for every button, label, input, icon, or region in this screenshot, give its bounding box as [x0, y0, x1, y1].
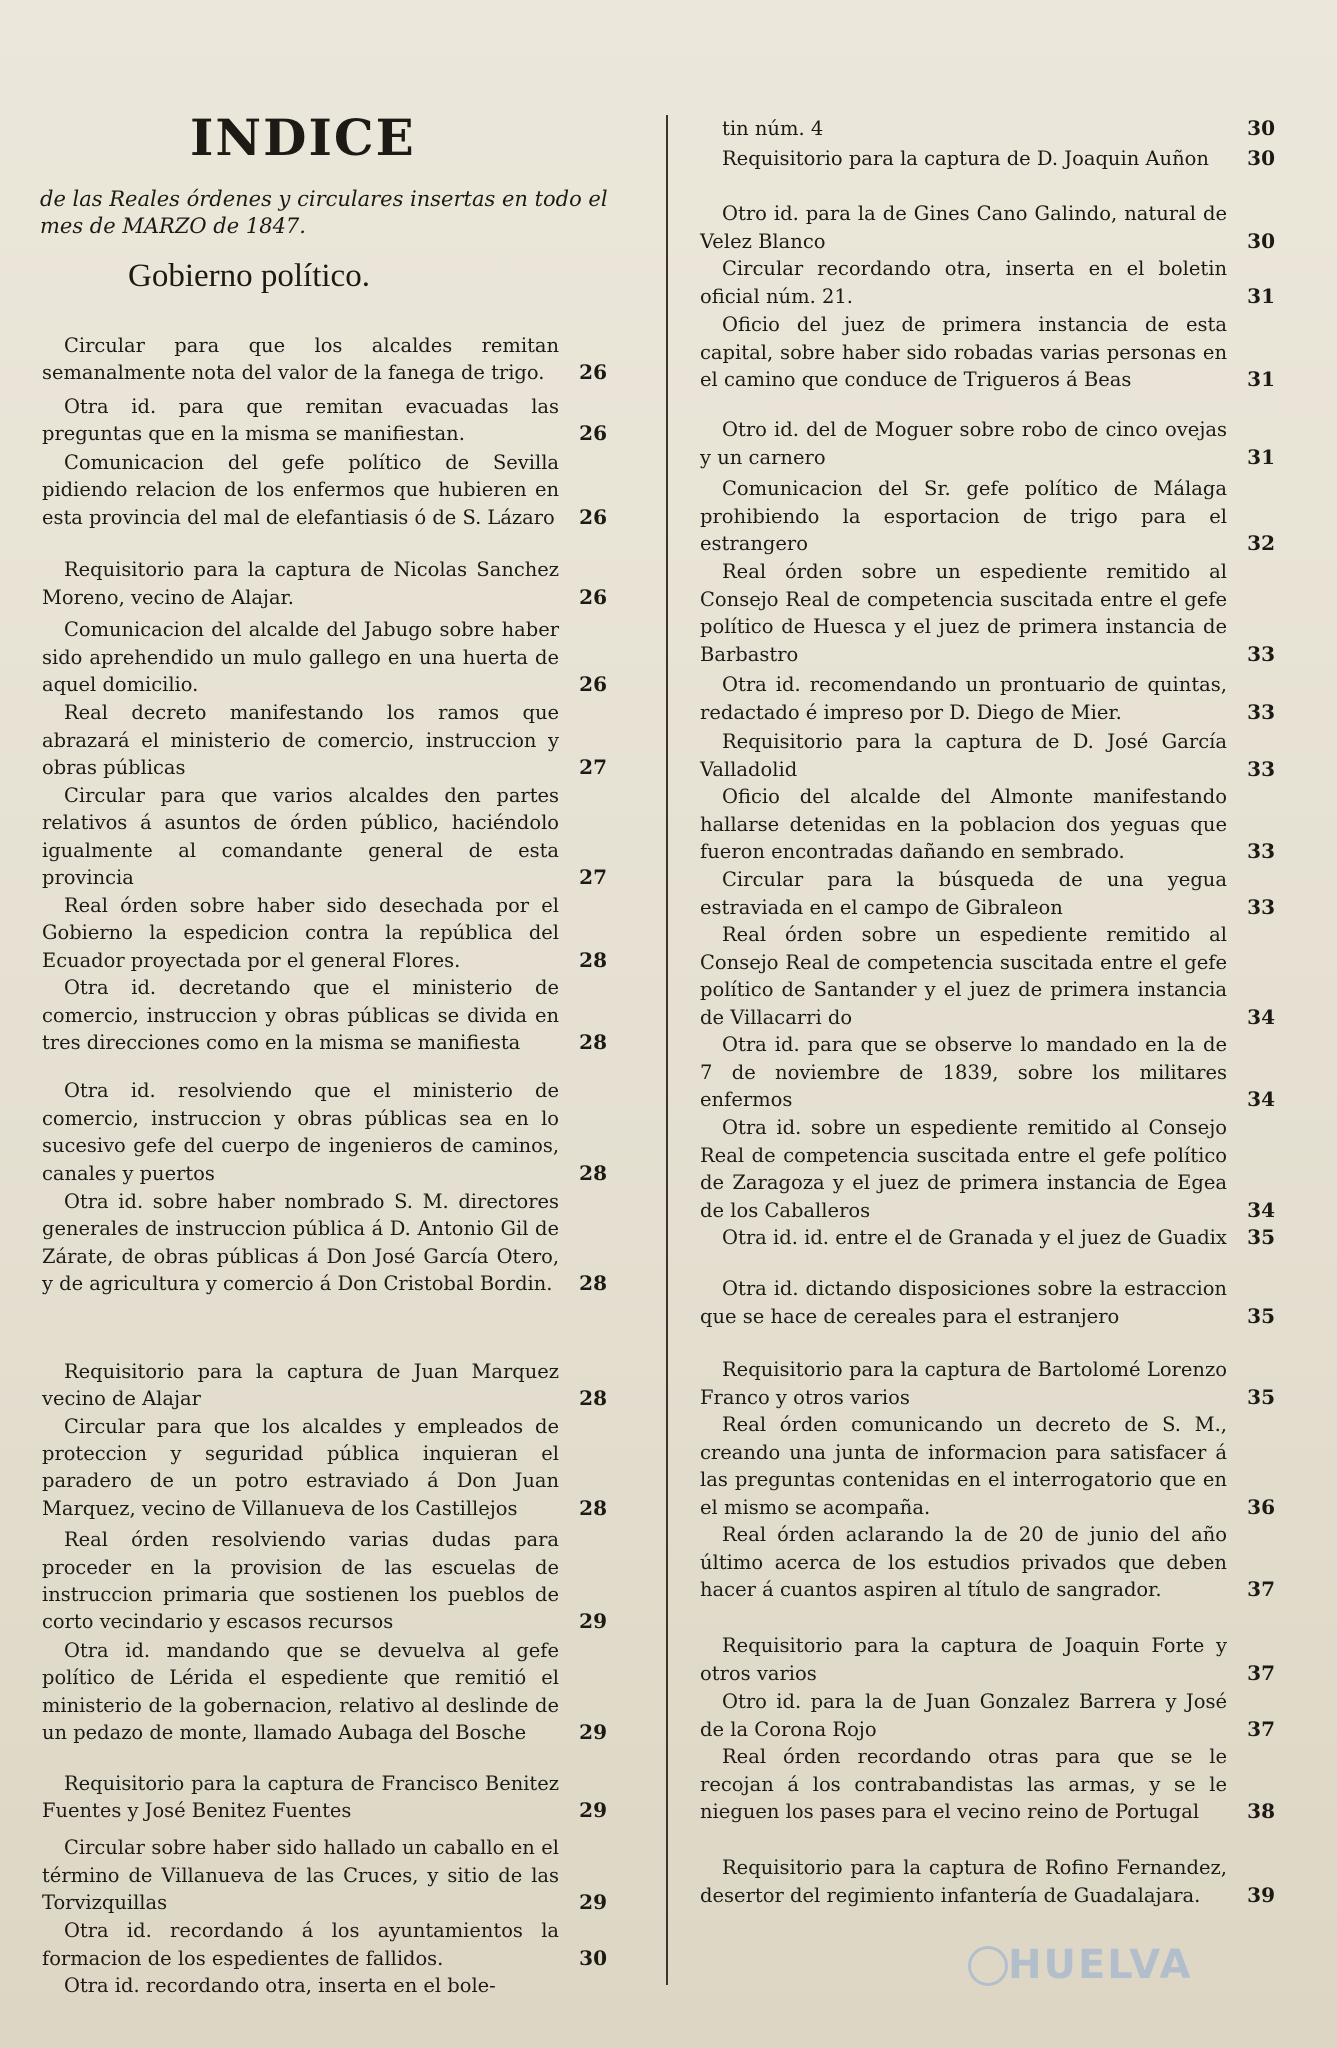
entry-text: Real órden sobre haber sido desechada por el Gobierno la espedicion contra la república del Ecuador proyectada por el general Flores.	[42, 893, 559, 972]
index-entry	[700, 255, 1275, 310]
entry-page-number: 32	[1247, 531, 1275, 555]
page-title: INDICE	[190, 108, 416, 167]
index-entry	[700, 921, 1275, 1031]
entry-page-number: 31	[1247, 283, 1275, 308]
entry-page-number: 37	[1247, 1577, 1275, 1601]
entry-page-number: 28	[579, 1385, 607, 1410]
entry-page-number: 34	[1247, 1197, 1275, 1222]
entry-text: Real órden comunicando un decreto de S. M., creando una junta de informacion para satisfacer á las preguntas contenidas en el interrogatorio que en el mismo se acompaña.	[700, 1413, 1227, 1519]
entry-text: Requisitorio para la captura de Joaquin Forte y otros varios	[700, 1634, 1227, 1685]
entry-page-number: 26	[579, 672, 607, 697]
entry-page-number: 30	[1247, 116, 1275, 140]
index-entry	[700, 1356, 1275, 1411]
entry-text: Otra id. recordando á los ayuntamientos la formacion de los espedientes de fallidos.	[42, 1919, 559, 1970]
entry-text: Circular para que varios alcaldes den partes relativos á asuntos de órden público, haciéndolo igualmente al comandante general de esta provincia	[42, 783, 559, 890]
index-entry	[42, 1834, 607, 1916]
section-heading: Gobierno político.	[128, 258, 370, 294]
index-entry	[700, 1224, 1275, 1252]
index-entry	[700, 475, 1275, 558]
index-entry	[700, 1031, 1275, 1114]
entry-page-number: 29	[579, 1890, 607, 1915]
entry-text: Requisitorio para la captura de D. José García Valladolid	[700, 730, 1227, 781]
index-entry	[700, 1114, 1275, 1224]
entry-text: Requisitorio para la captura de Rofino Fernandez, desertor del regimiento infantería de Guadalajara.	[700, 1856, 1227, 1907]
entry-text: Otra id. para que remitan evacuadas las preguntas que en la misma se manifiestan.	[42, 394, 559, 446]
index-entry	[42, 393, 607, 448]
index-entry	[700, 1411, 1275, 1521]
index-entry	[700, 1275, 1275, 1330]
entry-page-number: 39	[1247, 1882, 1275, 1907]
index-entry	[700, 1688, 1275, 1743]
entry-text: Requisitorio para la captura de Nicolas Sanchez Moreno, vecino de Alajar.	[42, 558, 559, 609]
entry-text: Otro id. para la de Gines Cano Galindo, natural de Velez Blanco	[700, 202, 1227, 253]
entry-page-number: 35	[1247, 1303, 1275, 1328]
index-entry	[42, 1770, 607, 1825]
entry-text: Circular para que los alcaldes remitan semanalmente nota del valor de la fanega de trigo.	[42, 334, 559, 385]
index-entry	[42, 1917, 607, 1972]
index-entry	[700, 728, 1275, 783]
library-stamp: HUELVA	[1008, 1942, 1193, 1988]
entry-text: Real órden sobre un espediente remitido al Consejo Real de competencia suscitada entre el gefe político de Santander y el juez de primera instancia de Villacarri do	[700, 923, 1227, 1029]
entry-page-number: 28	[579, 947, 607, 972]
entry-page-number: 31	[1247, 367, 1275, 391]
index-entry	[700, 1632, 1275, 1687]
index-entry	[42, 1972, 607, 1999]
entry-text: Real órden resolviendo varias dudas para proceder en la provision de las escuelas de instruccion primaria que sostienen los pueblos de corto vecindario y escasos recursos	[42, 1528, 559, 1634]
index-entry	[42, 1526, 607, 1636]
index-entry	[42, 1413, 607, 1523]
index-entry	[42, 449, 607, 531]
library-stamp-icon	[968, 1946, 1008, 1986]
entry-text: Circular recordando otra, inserta en el boletin oficial núm. 21.	[700, 257, 1227, 308]
entry-text: Real órden aclarando la de 20 de junio del año último acerca de los estudios privados que deben hacer á cuantos aspiren al título de sangrador.	[700, 1523, 1227, 1601]
entry-text: Otra id. dictando disposiciones sobre la estraccion que se hace de cereales para el estranjero	[700, 1277, 1227, 1328]
entry-text: tin núm. 4	[722, 117, 824, 140]
index-entry	[42, 1358, 607, 1413]
page-subtitle: de las Reales órdenes y circulares insertas en todo el mes de MARZO de 1847.	[40, 187, 608, 238]
index-entry	[700, 558, 1275, 668]
entry-text: Comunicacion del gefe político de Sevilla pidiendo relacion de los enfermos que hubieren en esta provincia del mal de elefantiasis ó de S. Lázaro	[42, 450, 559, 529]
entry-page-number: 36	[1247, 1494, 1275, 1519]
entry-page-number: 34	[1247, 1087, 1275, 1111]
entry-text: Requisitorio para la captura de Juan Marquez vecino de Alajar	[42, 1359, 559, 1410]
entry-text: Otra id. id. entre el de Granada y el juez de Guadix	[722, 1226, 1227, 1249]
entry-text: Oficio del juez de primera instancia de esta capital, sobre haber sido robadas varias personas en el camino que conduce de Trigueros á Beas	[700, 313, 1227, 391]
entry-page-number: 31	[1247, 444, 1275, 469]
entry-page-number: 30	[1247, 228, 1275, 253]
index-entry	[42, 1077, 607, 1187]
entry-page-number: 29	[579, 1609, 607, 1634]
index-entry	[700, 311, 1275, 394]
index-entry	[42, 1188, 607, 1298]
entry-text: Circular sobre haber sido hallado un caballo en el término de Villanueva de las Cruces, y sitio de las Torvizquillas	[42, 1836, 559, 1915]
column-divider	[666, 115, 668, 1985]
entry-text: Otra id. mandando que se devuelva al gefe político de Lérida el espediente que remitió el ministerio de la gobernacion, relativo al deslinde de un pedazo de monte, llamado Aubaga del Bosche	[42, 1638, 559, 1745]
entry-text: Otro id. del de Moguer sobre robo de cinco ovejas y un carnero	[700, 418, 1227, 469]
entry-page-number: 33	[1247, 839, 1275, 863]
index-entry	[42, 332, 607, 387]
entry-text: Circular para la búsqueda de una yegua estraviada en el campo de Gibraleon	[700, 868, 1227, 919]
entry-page-number: 37	[1247, 1716, 1275, 1741]
entry-page-number: 35	[1247, 1225, 1275, 1249]
index-entry	[42, 892, 607, 974]
entry-text: Requisitorio para la captura de Bartolomé Lorenzo Franco y otros varios	[700, 1358, 1227, 1409]
entry-page-number: 30	[579, 1945, 607, 1970]
index-entry	[42, 699, 607, 781]
entry-text: Requisitorio para la captura de D. Joaquin Auñon	[722, 147, 1209, 170]
index-entry	[42, 616, 607, 698]
entry-text: Otro id. para la de Juan Gonzalez Barrera y José de la Corona Rojo	[700, 1690, 1227, 1741]
entry-text: Otra id. recordando otra, inserta en el bole-	[64, 1974, 496, 1998]
index-entry	[700, 671, 1275, 726]
entry-page-number: 26	[579, 360, 607, 385]
entry-page-number: 35	[1247, 1384, 1275, 1409]
entry-page-number: 26	[579, 504, 607, 529]
entry-page-number: 26	[579, 421, 607, 446]
index-entry	[700, 1521, 1275, 1604]
entry-text: Requisitorio para la captura de Francisco Benitez Fuentes y José Benitez Fuentes	[42, 1771, 559, 1822]
entry-page-number: 29	[579, 1797, 607, 1822]
entry-text: Circular para que los alcaldes y empleados de proteccion y seguridad pública inquieran el paradero de un potro estraviado á Don Juan Marquez, vecino de Villanueva de los Castillejos	[42, 1414, 559, 1520]
entry-page-number: 29	[579, 1720, 607, 1745]
entry-page-number: 28	[579, 1271, 607, 1296]
index-entry	[42, 1637, 607, 1747]
entry-text: Real órden recordando otras para que se le recojan á los contrabandistas las armas, y se le nieguen los pases para el vecino reino de Portugal	[700, 1745, 1227, 1823]
entry-text: Otra id. para que se observe lo mandado en la de 7 de noviembre de 1839, sobre los militares enfermos	[700, 1033, 1227, 1111]
entry-text: Real decreto manifestando los ramos que abrazará el ministerio de comercio, instruccion y obras públicas	[42, 701, 559, 779]
entry-page-number: 28	[579, 1160, 607, 1185]
entry-text: Otra id. decretando que el ministerio de comercio, instruccion y obras públicas se divida en tres direcciones como en la misma se manifiesta	[42, 976, 559, 1055]
entry-page-number: 38	[1247, 1799, 1275, 1823]
entry-text: Real órden sobre un espediente remitido al Consejo Real de competencia suscitada entre el gefe político de Huesca y el juez de primera instancia de Barbastro	[700, 560, 1227, 666]
index-entry	[42, 974, 607, 1056]
entry-page-number: 30	[1247, 146, 1275, 170]
entry-text: Comunicacion del Sr. gefe político de Málaga prohibiendo la esportacion de trigo para el estrangero	[700, 477, 1227, 555]
index-entry	[700, 1743, 1275, 1826]
index-entry	[700, 200, 1275, 255]
index-entry	[42, 556, 607, 611]
entry-page-number: 33	[1247, 894, 1275, 919]
index-entry	[700, 783, 1275, 866]
entry-page-number: 33	[1247, 756, 1275, 781]
index-entry	[700, 145, 1275, 173]
entry-page-number: 27	[579, 754, 607, 779]
entry-page-number: 33	[1247, 641, 1275, 666]
entry-text: Oficio del alcalde del Almonte manifestando hallarse detenidas en la poblacion dos yeguas que fueron encontradas dañando en sembrado.	[700, 785, 1227, 863]
entry-text: Otra id. resolviendo que el ministerio de comercio, instruccion y obras públicas sea en lo sucesivo gefe del cuerpo de ingenieros de caminos, canales y puertos	[42, 1079, 559, 1185]
entry-page-number: 28	[579, 1030, 607, 1055]
entry-page-number: 33	[1247, 699, 1275, 724]
entry-text: Otra id. recomendando un prontuario de quintas, redactado é impreso por D. Diego de Mier.	[700, 673, 1227, 724]
index-entry	[42, 782, 607, 892]
entry-page-number: 27	[579, 865, 607, 890]
index-entry	[700, 1854, 1275, 1909]
entry-page-number: 28	[579, 1495, 607, 1520]
entry-text: Comunicacion del alcalde del Jabugo sobre haber sido aprehendido un mulo gallego en una huerta de aquel domicilio.	[42, 618, 559, 697]
entry-text: Otra id. sobre haber nombrado S. M. directores generales de instruccion pública á D. Antonio Gil de Zárate, de obras públicas á Don José García Otero, y de agricultura y comercio á Don Cristobal Bordin.	[42, 1189, 559, 1296]
index-entry	[700, 416, 1275, 471]
entry-page-number: 37	[1247, 1660, 1275, 1685]
entry-text: Otra id. sobre un espediente remitido al Consejo Real de competencia suscitada entre el gefe político de Zaragoza y el juez de primera instancia de Egea de los Caballeros	[700, 1116, 1227, 1222]
index-entry	[700, 866, 1275, 921]
entry-page-number: 34	[1247, 1004, 1275, 1029]
entry-page-number: 26	[579, 584, 607, 609]
index-entry	[700, 115, 1275, 143]
